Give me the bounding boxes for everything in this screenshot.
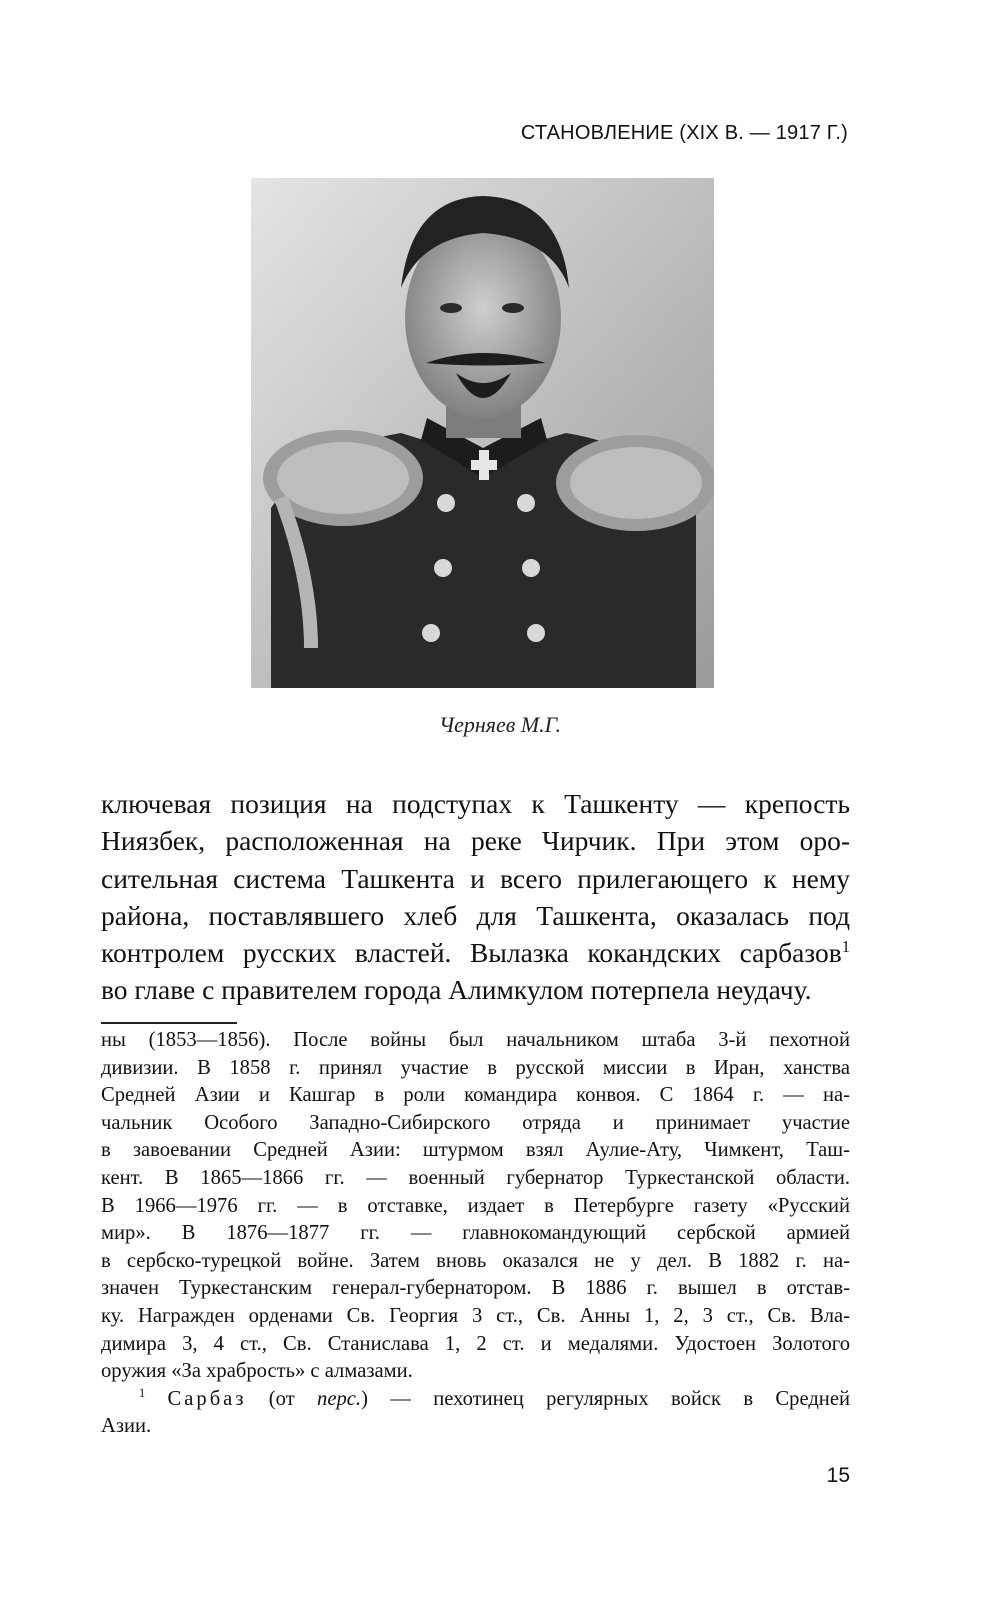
- body-line: района, поставлявшего хлеб для Ташкента, оказалась под: [101, 899, 850, 931]
- footnote-1-lang: перс.: [317, 1387, 362, 1410]
- body-line: ключевая позиция на подступах к Ташкенту — крепость: [101, 788, 850, 819]
- footnote-line: димира 3, 4 ст., Св. Станислава 1, 2 ст. и медалями. Удостоен Золотого: [101, 1332, 850, 1355]
- footnote-1-term: Сарбаз: [167, 1387, 247, 1410]
- body-line: Ниязбек, расположенная на реке Чирчик. При этом оро-: [101, 825, 850, 857]
- body-text: [101, 785, 850, 1009]
- body-line: сительная система Ташкента и всего прилегающего к нему: [101, 862, 850, 894]
- footnote-line: оружия «За храбрость» с алмазами.: [101, 1360, 413, 1383]
- body-line: контролем русских властей. Вылазка кокандских сарбазов$^1$: [101, 937, 850, 969]
- footnote-line: ны (1853—1856). После войны был начальником штаба 3-й пехотной: [101, 1029, 850, 1051]
- figure-caption: Черняев М.Г.: [438, 712, 562, 737]
- footnote-line: Средней Азии и Кашгар в роли командира конвоя. С 1864 г. — на-: [101, 1084, 850, 1107]
- footnote-line: дивизии. В 1858 г. принял участие в русской миссии в Иран, ханства: [101, 1056, 850, 1079]
- running-header: СТАНОВЛЕНИЕ (XIX В. — 1917 Г.): [520, 122, 848, 144]
- footnote-divider: [101, 1022, 237, 1024]
- footnote-line: значен Туркестанским генерал-губернатором. В 1886 г. вышел в отстав-: [101, 1277, 850, 1300]
- footnote-line: Азии.: [101, 1415, 152, 1438]
- footnote-line: в завоевании Средней Азии: штурмом взял Аулие-Ату, Чимкент, Таш-: [101, 1139, 850, 1162]
- footnote-1-marker: 1: [139, 1385, 146, 1400]
- footnote-1: $^1$ Сарбаз (от перс.) — пехотинец регулярных войск в Средней: [139, 1385, 850, 1410]
- footnote-line: ку. Награжден орденами Св. Георгия 3 ст., Св. Анны 1, 2, 3 ст., Св. Вла-: [101, 1304, 850, 1327]
- footnote-line: мир». В 1876—1877 гг. — главнокомандующий сербской армией: [101, 1222, 850, 1245]
- footnotes: [101, 1027, 850, 1441]
- footnote-line: кент. В 1865—1866 гг. — военный губернатор Туркестанской области.: [101, 1166, 850, 1189]
- portrait-photo: [251, 178, 714, 688]
- footnote-ref-1: 1: [841, 937, 850, 957]
- body-line: во главе с правителем города Алимкулом потерпела неудачу.: [101, 974, 812, 1006]
- footnote-line: в сербско-турецкой войне. Затем вновь оказался не у дел. В 1882 г. на-: [101, 1249, 850, 1272]
- page-number: 15: [826, 1464, 850, 1487]
- footnote-line: В 1966—1976 гг. — в отставке, издает в Петербурге газету «Русский: [101, 1194, 850, 1217]
- footnote-line: чальник Особого Западно-Сибирского отряда и принимает участие: [101, 1111, 850, 1134]
